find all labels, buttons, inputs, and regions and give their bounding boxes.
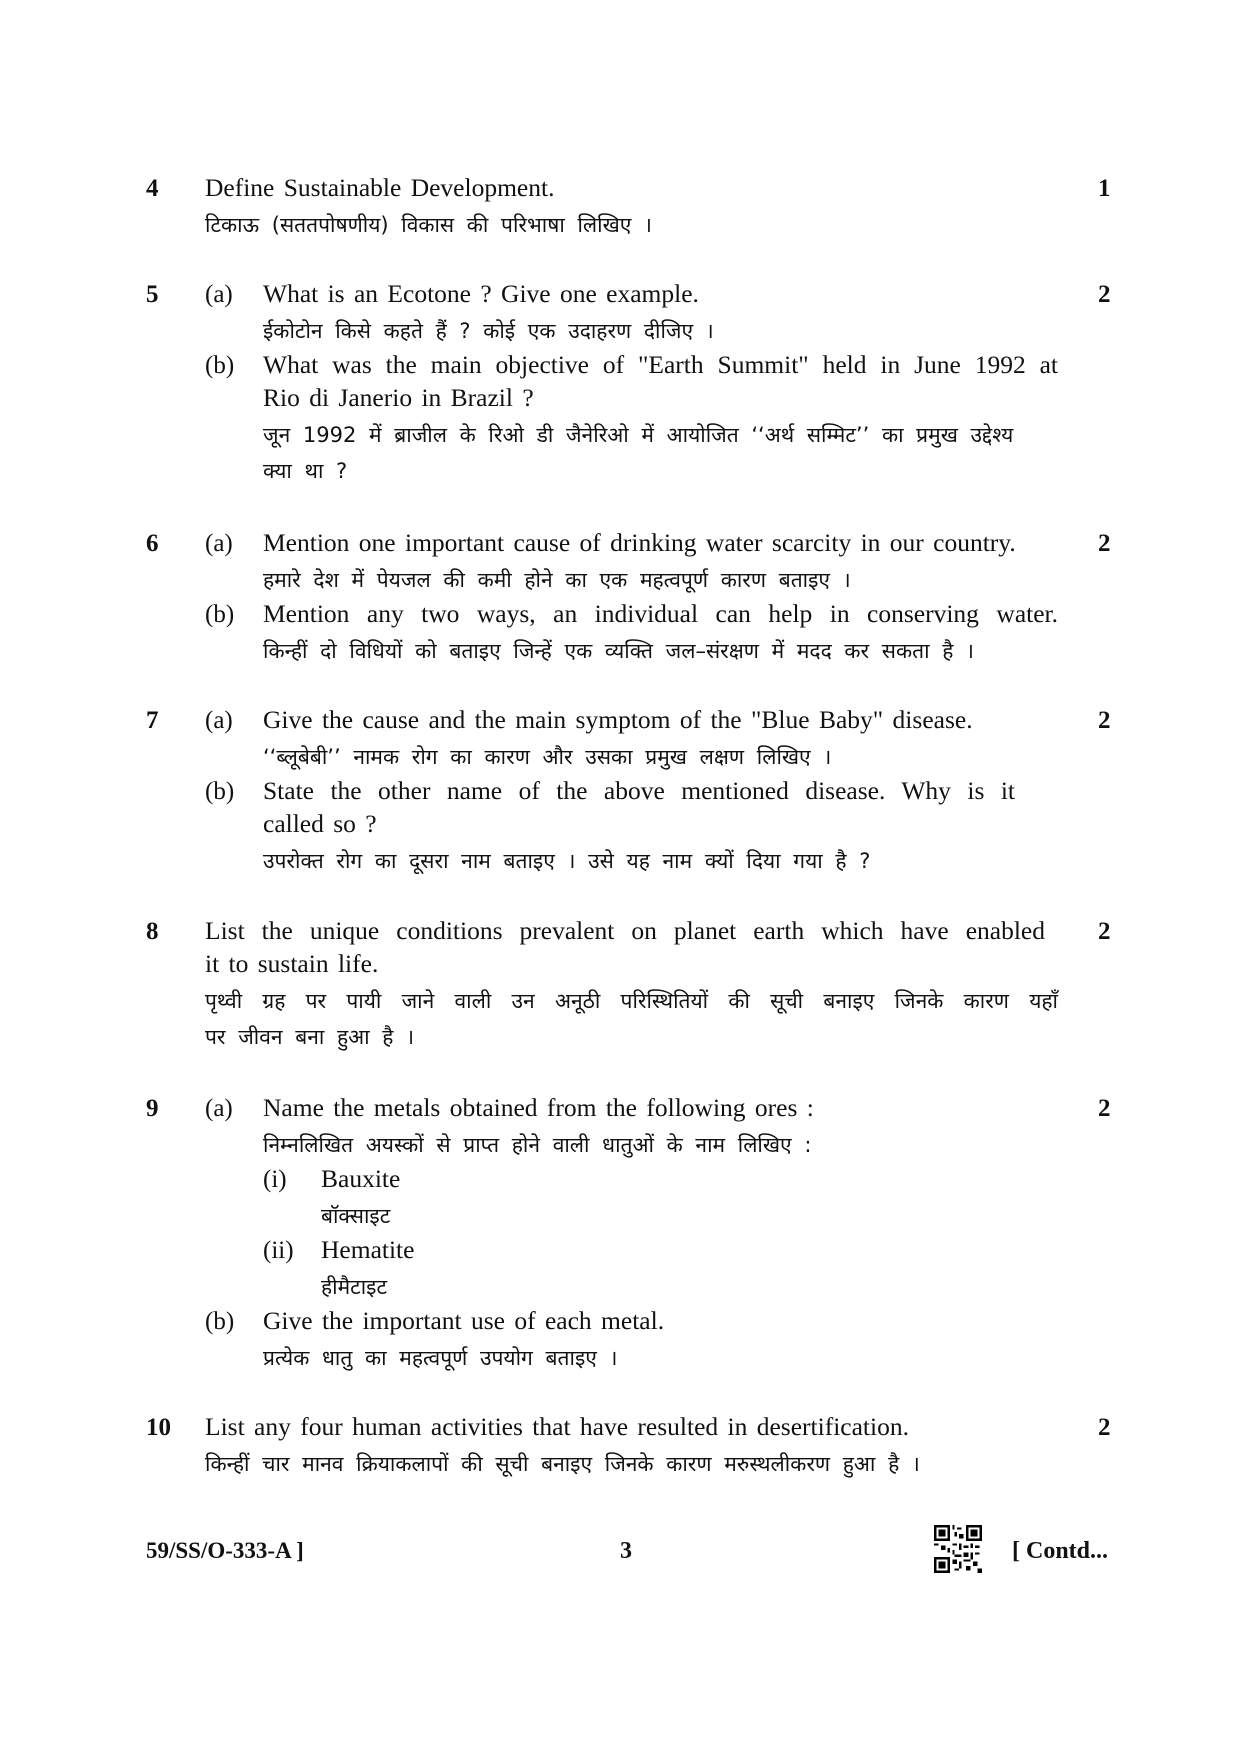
subpart-label: (a) — [205, 707, 233, 734]
item-label: (ii) — [263, 1237, 294, 1264]
question-text-hi: किन्हीं चार मानव क्रियाकलापों की सूची बनाइए जिनके कारण मरुस्थलीकरण हुआ है । — [205, 1452, 920, 1476]
paper-code: 59/SS/O-333-A ] — [146, 1538, 304, 1563]
question-number: 5 — [146, 281, 159, 308]
subpart-a-text-hi: हमारे देश में पेयजल की कमी होने का एक महत्वपूर्ण कारण बताइए । — [263, 568, 851, 592]
item-label: (i) — [263, 1166, 287, 1193]
subpart-label: (a) — [205, 530, 233, 557]
subpart-a-text-en: What is an Ecotone ? Give one example. — [263, 279, 699, 308]
subpart-b-text-hi-1: जून 1992 में ब्राजील के रिओ डी जैनेरिओ में आयोजित ‘‘अर्थ सम्मिट’’ का प्रमुख उद्देश्य — [263, 423, 1014, 447]
item-i-text-hi: बॉक्साइट — [321, 1204, 391, 1228]
question-number: 7 — [146, 707, 159, 734]
question-number: 4 — [146, 175, 159, 202]
subpart-b-text-en: Mention any two ways, an individual can help in conserving water. — [263, 599, 1058, 628]
subpart-b-text-en: Give the important use of each metal. — [263, 1306, 665, 1335]
subpart-b-text-hi: किन्हीं दो विधियों को बताइए जिन्हें एक व्यक्ति जल–संरक्षण में मदद कर सकता है । — [263, 639, 974, 663]
marks: 2 — [1098, 530, 1111, 557]
continued-label: [ Contd... — [1012, 1538, 1109, 1564]
subpart-a-text-hi: ‘‘ब्लूबेबी’’ नामक रोग का कारण और उसका प्रमुख लक्षण लिखिए । — [263, 745, 832, 769]
marks: 2 — [1098, 918, 1111, 945]
question-text-hi: टिकाऊ (सततपोषणीय) विकास की परिभाषा लिखिए । — [205, 213, 653, 237]
question-text-en: List any four human activities that have resulted in desertification. — [205, 1412, 909, 1441]
marks: 1 — [1098, 175, 1111, 202]
question-text-hi-1: पृथ्वी ग्रह पर पायी जाने वाली उन अनूठी परिस्थितियों की सूची बनाइए जिनके कारण यहाँ — [205, 989, 1058, 1013]
question-number: 6 — [146, 530, 159, 557]
subpart-label: (b) — [205, 1308, 235, 1335]
marks: 2 — [1098, 707, 1111, 734]
subpart-a-text-en: Name the metals obtained from the following ores : — [263, 1093, 814, 1122]
subpart-b-text-en-2: called so ? — [263, 809, 377, 838]
subpart-label: (b) — [205, 601, 235, 628]
qr-code-icon — [934, 1525, 982, 1573]
subpart-label: (b) — [205, 352, 235, 379]
subpart-b-text-hi: प्रत्येक धातु का महत्वपूर्ण उपयोग बताइए । — [263, 1346, 618, 1370]
question-number: 8 — [146, 918, 159, 945]
page-footer — [0, 1538, 1240, 1568]
subpart-a-text-en: Mention one important cause of drinking water scarcity in our country. — [263, 528, 1016, 557]
marks: 2 — [1098, 1095, 1111, 1122]
subpart-a-text-en: Give the cause and the main symptom of the "Blue Baby" disease. — [263, 705, 973, 734]
subpart-a-text-hi: ईकोटोन किसे कहते हैं ? कोई एक उदाहरण दीजिए । — [263, 319, 714, 343]
question-text-en: Define Sustainable Development. — [205, 173, 555, 202]
item-ii-text-en: Hematite — [321, 1235, 415, 1264]
question-number: 9 — [146, 1095, 159, 1122]
marks: 2 — [1098, 281, 1111, 308]
subpart-b-text-en-1: What was the main objective of "Earth Summit" held in June 1992 at — [263, 350, 1058, 379]
item-ii-text-hi: हीमैटाइट — [321, 1275, 388, 1299]
question-number: 10 — [146, 1414, 171, 1441]
subpart-a-text-hi: निम्नलिखित अयस्कों से प्राप्त होने वाली धातुओं के नाम लिखिए : — [263, 1133, 812, 1157]
item-i-text-en: Bauxite — [321, 1164, 401, 1193]
page-number: 3 — [620, 1538, 632, 1564]
subpart-b-text-hi-2: क्या था ? — [263, 459, 348, 483]
subpart-label: (a) — [205, 1095, 233, 1122]
question-text-en-2: it to sustain life. — [205, 949, 379, 978]
subpart-b-text-en-2: Rio di Janerio in Brazil ? — [263, 383, 534, 412]
subpart-b-text-en-1: State the other name of the above mentioned disease. Why is it — [263, 776, 1015, 805]
marks: 2 — [1098, 1414, 1111, 1441]
subpart-b-text-hi: उपरोक्त रोग का दूसरा नाम बताइए । उसे यह नाम क्यों दिया गया है ? — [263, 849, 871, 873]
question-text-hi-2: पर जीवन बना हुआ है । — [205, 1025, 415, 1049]
subpart-label: (b) — [205, 778, 235, 805]
question-text-en-1: List the unique conditions prevalent on planet earth which have enabled — [205, 916, 1045, 945]
subpart-label: (a) — [205, 281, 233, 308]
